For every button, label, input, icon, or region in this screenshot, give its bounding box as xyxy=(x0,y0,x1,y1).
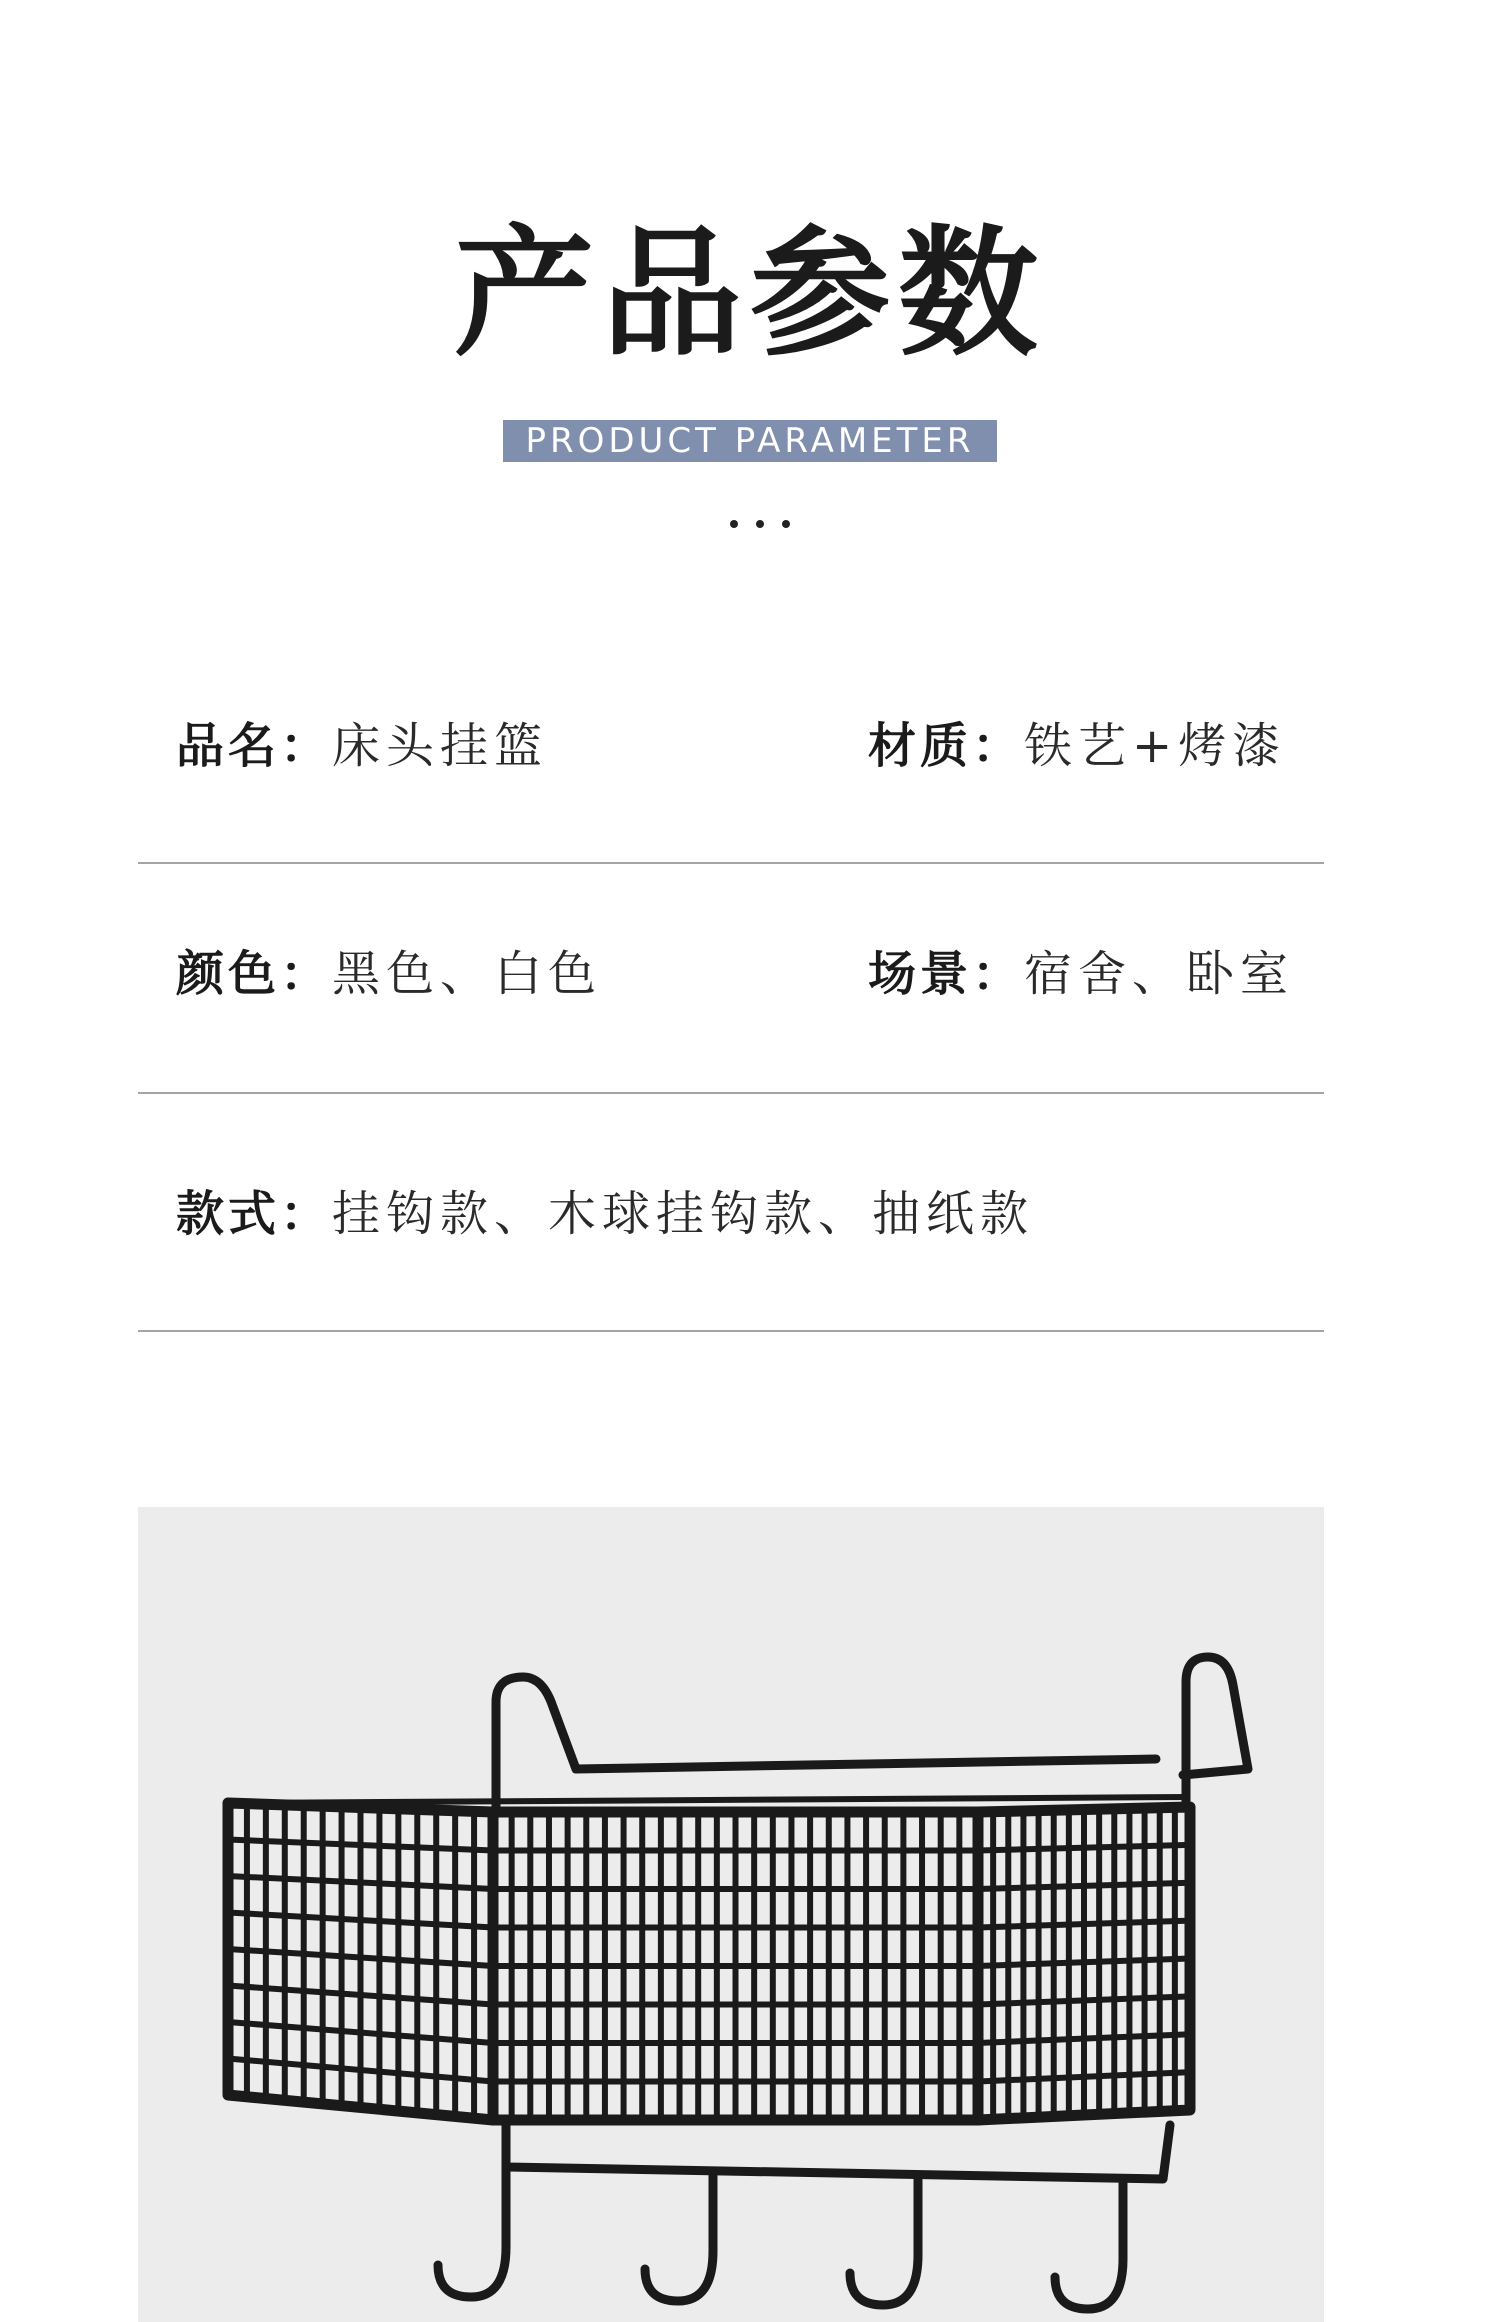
param-row xyxy=(138,1094,1324,1332)
hook-icon xyxy=(438,2167,506,2297)
param-label: 材质： xyxy=(868,718,1025,774)
param-value: 床头挂篮 xyxy=(332,718,549,774)
param-label: 颜色： xyxy=(176,946,333,1002)
wire-line xyxy=(228,1797,1190,1803)
param-style xyxy=(176,1184,1034,1244)
param-value: 黑色、白色 xyxy=(332,946,603,1002)
subtitle-wrap xyxy=(0,420,1500,462)
param-value: 挂钩款、木球挂钩款、抽纸款 xyxy=(332,1186,1035,1242)
param-color xyxy=(176,944,602,1004)
hook-icon xyxy=(1055,2179,1123,2309)
ellipsis-icon xyxy=(730,520,790,530)
param-material xyxy=(868,716,1286,776)
param-value: 铁艺+烤漆 xyxy=(1024,718,1287,774)
dot xyxy=(782,520,790,528)
top-hanger-hook xyxy=(496,1677,1156,1812)
dot xyxy=(756,520,764,528)
param-label: 款式： xyxy=(176,1186,333,1242)
parameter-table xyxy=(138,640,1324,1332)
product-image xyxy=(138,1507,1324,2322)
param-label: 场景： xyxy=(868,946,1025,1002)
dot xyxy=(730,520,738,528)
param-value: 宿舍、卧室 xyxy=(1024,946,1295,1002)
hook-icon xyxy=(850,2175,918,2305)
page-title: 产品参数 xyxy=(453,213,1046,376)
param-row xyxy=(138,640,1324,864)
subtitle-banner: PRODUCT PARAMETER xyxy=(503,420,996,462)
bottom-rail xyxy=(506,2120,1170,2179)
hook-icon xyxy=(645,2171,713,2301)
param-label: 品名： xyxy=(176,718,333,774)
param-row xyxy=(138,864,1324,1094)
param-name xyxy=(176,716,548,776)
wire-basket-with-hooks-illustration xyxy=(138,1507,1324,2322)
top-hanger-hook xyxy=(1183,1657,1248,1807)
param-scene xyxy=(868,944,1294,1004)
